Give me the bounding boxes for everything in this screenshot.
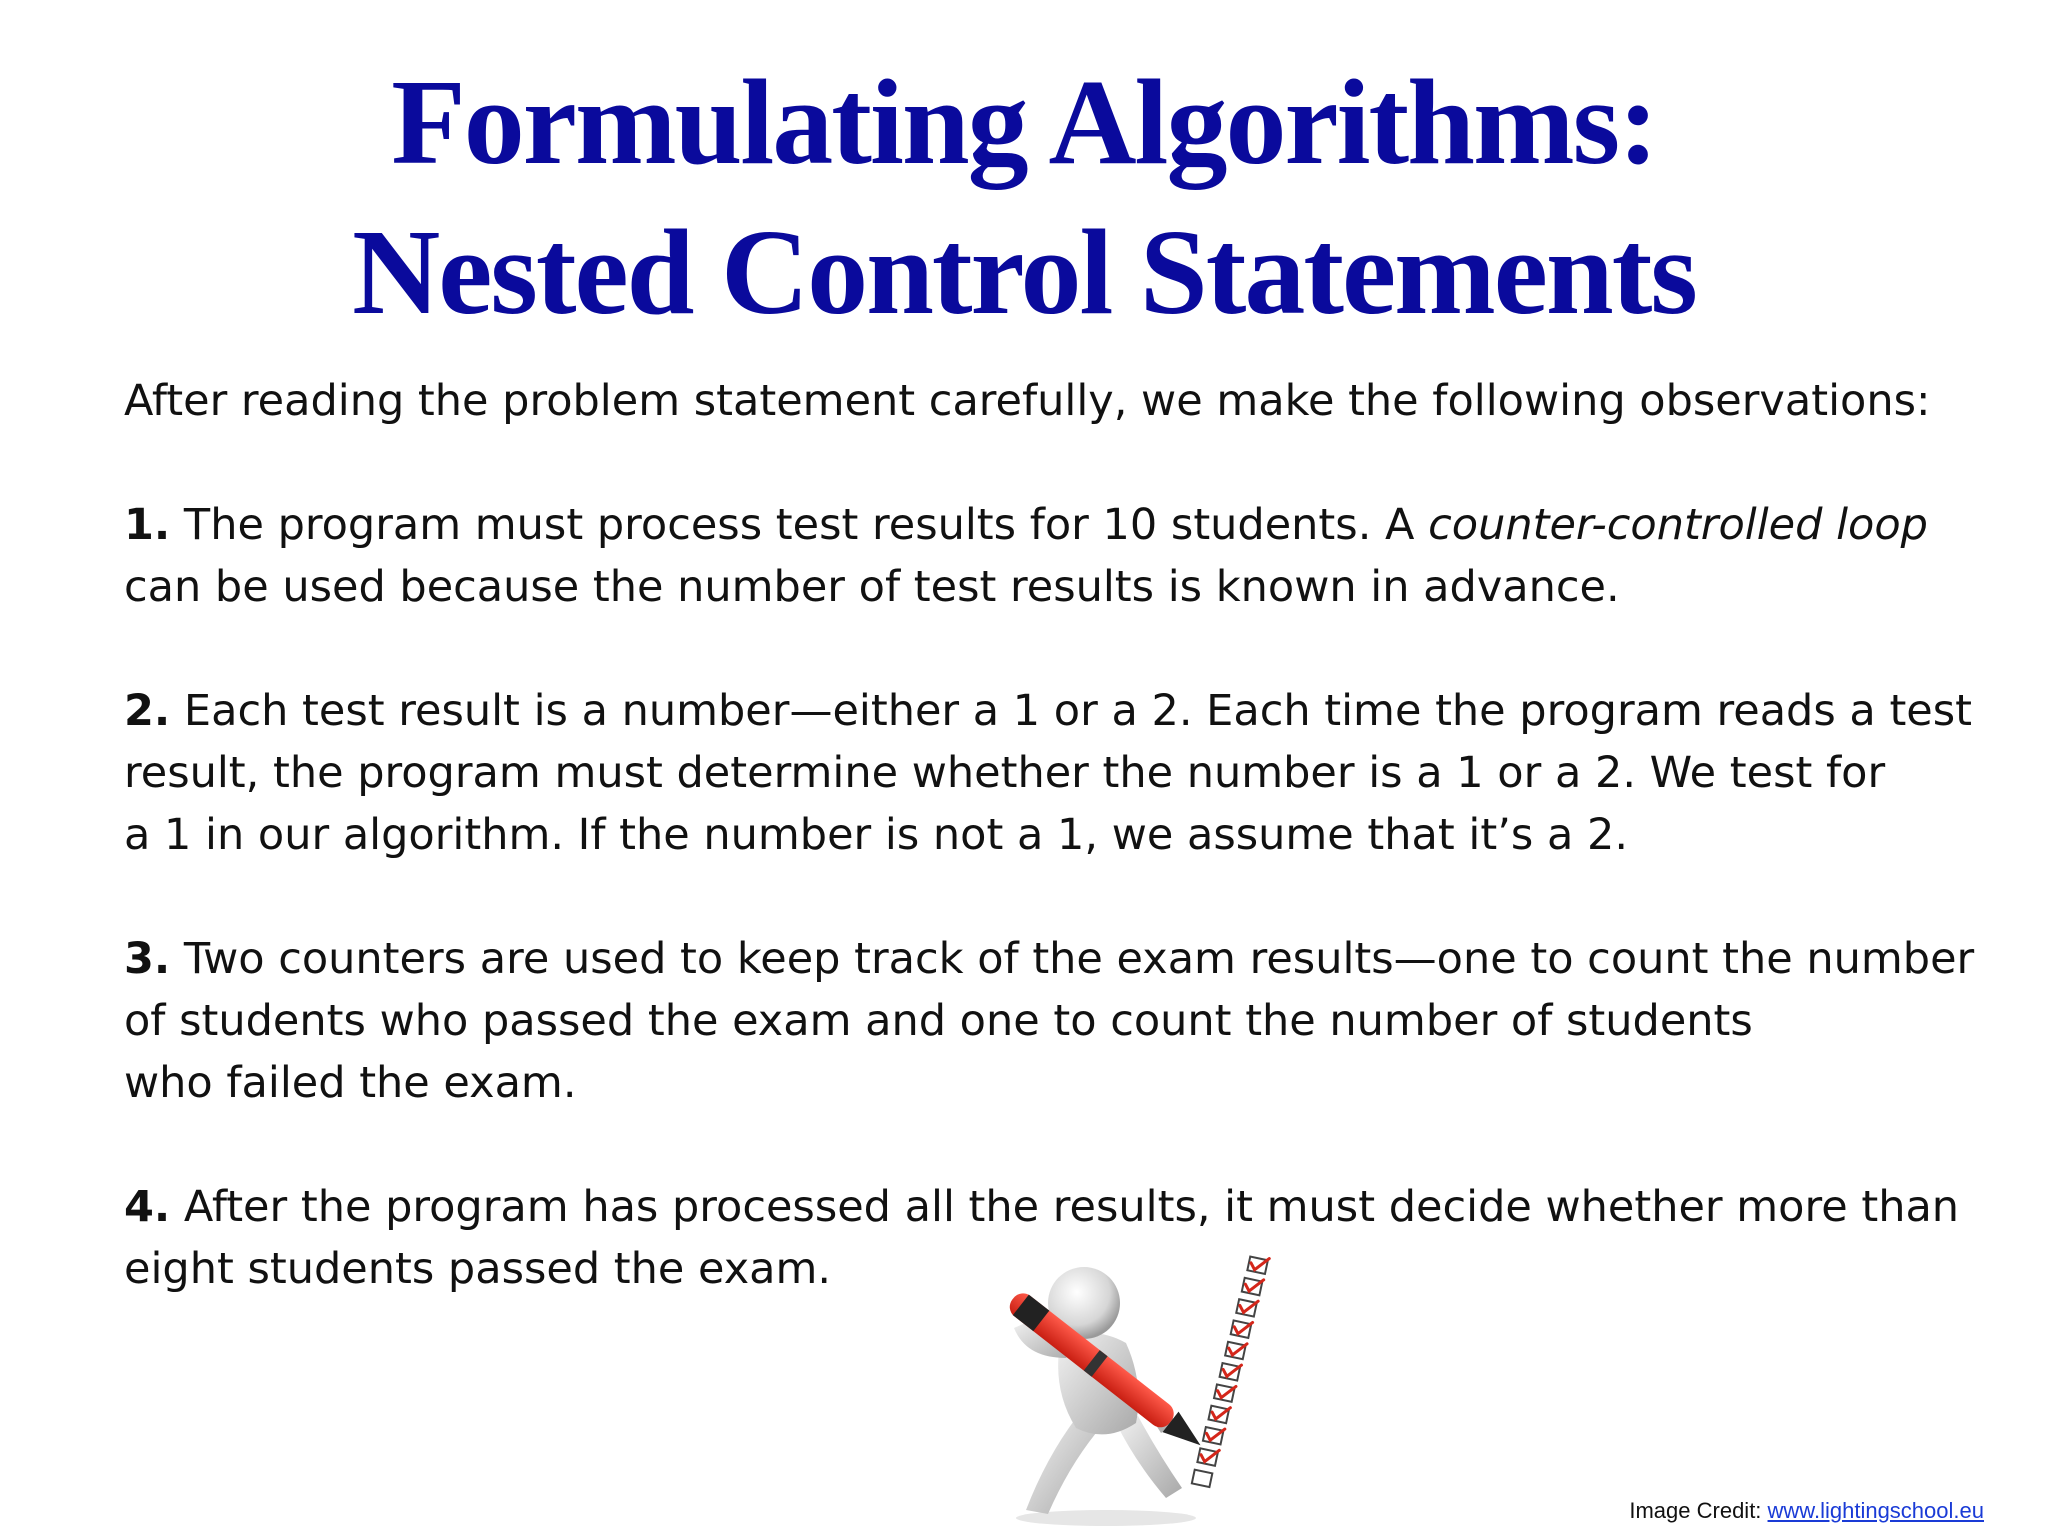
observation-3-line-1 [124,928,1975,990]
title-line-2: Nested Control Statements [352,205,1696,340]
slide-title [0,48,2048,348]
observation-1-text: The program must process test results for 10 students. A [170,500,1429,550]
observation-3-line-3: who failed the exam. [124,1058,577,1108]
observation-3-line-2: of students who passed the exam and one to count the number of students [124,996,1753,1046]
credit-link[interactable]: www.lightingschool.eu [1767,1498,1984,1523]
credit-label: Image Credit: [1629,1498,1768,1523]
observation-4-number: 4. [124,1182,171,1232]
checklist-illustration [966,1248,1326,1528]
observation-2-text: Each test result is a number—either a 1 or a 2. Each time the program reads a test [170,686,1973,736]
observation-3-text: Two counters are used to keep track of the exam results—one to count the number [170,934,1975,984]
observation-3-number: 3. [124,934,171,984]
observation-2-line-3: a 1 in our algorithm. If the number is not a 1, we assume that it’s a 2. [124,810,1629,860]
observation-1-emphasis: counter-controlled loop [1428,500,1928,550]
checkmarks [1200,1253,1270,1466]
image-credit [1629,1498,1984,1524]
observation-2-line-2: result, the program must determine whether the number is a 1 or a 2. We test for [124,748,1886,798]
observation-2-line-1 [124,680,1973,742]
observation-3 [124,928,1975,1114]
observation-1 [124,494,1954,618]
observation-2-number: 2. [124,686,171,736]
title-line-1: Formulating Algorithms: [391,55,1657,190]
observation-4-text: After the program has processed all the results, it must decide whether more than [170,1182,1960,1232]
observation-1-line-1 [124,494,1954,556]
observation-2 [124,680,1973,866]
intro-paragraph [124,370,1954,432]
observation-4-line-1 [124,1176,1960,1238]
slide-body [124,370,1975,1300]
observation-4-line-2: eight students passed the exam. [124,1244,832,1294]
intro-text: After reading the problem statement carefully, we make the following observations: [124,376,1931,426]
observation-1-line-2: can be used because the number of test results is known in advance. [124,562,1620,612]
checklist [1192,1254,1268,1489]
observation-1-number: 1. [124,500,171,550]
